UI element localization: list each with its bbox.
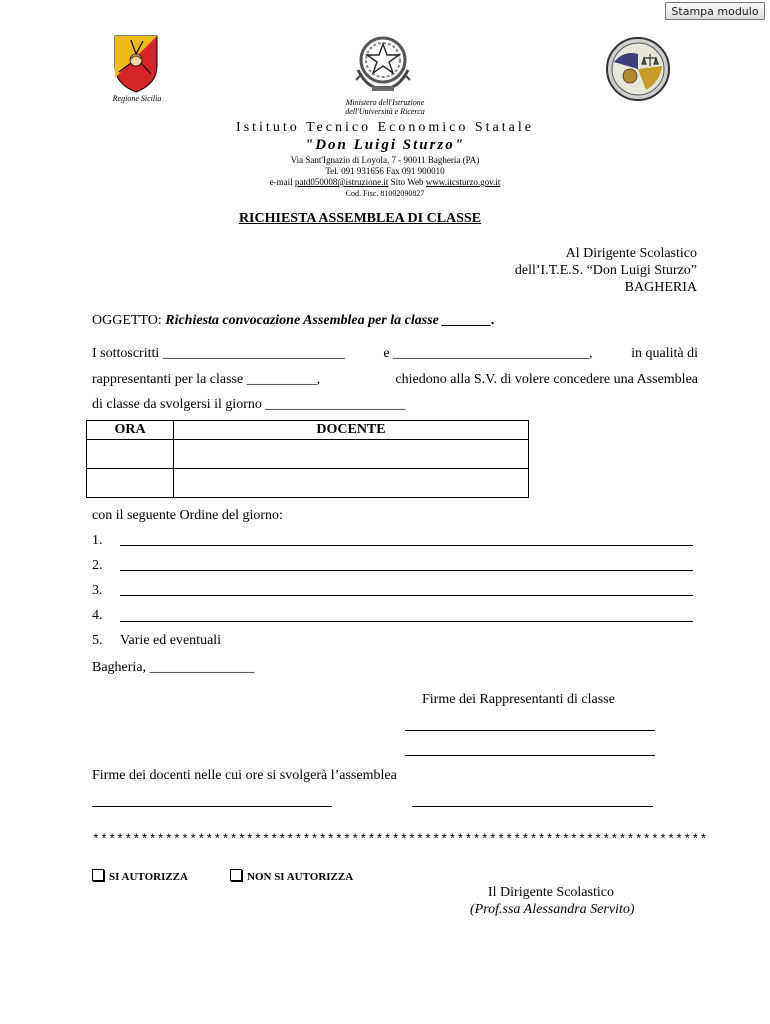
table-row bbox=[87, 440, 529, 469]
agenda-item-5-number: 5. bbox=[92, 633, 103, 648]
agenda-item-4-number: 4. bbox=[92, 608, 103, 623]
representatives-signature-label: Firme dei Rappresentanti di classe bbox=[422, 692, 615, 707]
print-form-button[interactable]: Stampa modulo bbox=[665, 2, 765, 20]
region-label: Regione Sicilia bbox=[112, 94, 162, 103]
region-sicily-logo bbox=[111, 32, 161, 94]
agenda-item-4-line[interactable] bbox=[120, 621, 693, 622]
email-prefix: e-mail bbox=[269, 177, 293, 187]
authorize-checkbox[interactable] bbox=[92, 869, 104, 881]
table-row bbox=[87, 469, 529, 498]
agenda-item-3-line[interactable] bbox=[120, 595, 693, 596]
body-row-1-part-1: I sottoscritti __________________________ bbox=[92, 346, 345, 361]
deny-option[interactable] bbox=[230, 869, 353, 883]
recipient-line-2: dell’I.T.E.S. “Don Luigi Sturzo” bbox=[514, 263, 697, 278]
body-row-1-part-3: in qualità di bbox=[631, 346, 698, 361]
institute-subname: "Don Luigi Sturzo" bbox=[304, 137, 466, 153]
body-row-2-part-2: chiedono alla S.V. di volere concedere una Assemblea bbox=[395, 372, 698, 387]
deny-checkbox[interactable] bbox=[230, 869, 242, 881]
institute-name: Istituto Tecnico Economico Statale bbox=[236, 120, 534, 135]
column-header-ora: ORA bbox=[87, 421, 174, 440]
subject-text: Richiesta convocazione Assemblea per la classe _______. bbox=[165, 313, 495, 328]
teacher-signature-line-2[interactable] bbox=[412, 806, 653, 807]
agenda-intro: con il seguente Ordine del giorno: bbox=[92, 508, 283, 523]
table-header-row bbox=[87, 421, 529, 440]
subject bbox=[92, 313, 698, 329]
email-link[interactable]: patd050008@istruzione.it bbox=[294, 177, 389, 187]
agenda-item-1-number: 1. bbox=[92, 533, 103, 548]
recipient-line-1: Al Dirigente Scolastico bbox=[565, 246, 697, 261]
table-cell-ora[interactable] bbox=[87, 440, 174, 469]
deny-label: NON SI AUTORIZZA bbox=[247, 871, 354, 883]
school-emblem bbox=[600, 36, 676, 102]
institute-phone: Tel. 091 931656 Fax 091 900010 bbox=[325, 166, 445, 176]
separator-stars: **************************************************************************** bbox=[92, 832, 708, 847]
body-row-2-part-1: rappresentanti per la classe __________, bbox=[92, 372, 321, 387]
agenda-item-5-text: Varie ed eventuali bbox=[120, 633, 222, 648]
authorize-option[interactable] bbox=[92, 869, 188, 883]
representative-signature-line-2[interactable] bbox=[405, 755, 655, 756]
principal-title: Il Dirigente Scolastico bbox=[488, 885, 614, 900]
agenda-item-3-number: 3. bbox=[92, 583, 103, 598]
principal-name: (Prof.ssa Alessandra Servito) bbox=[470, 902, 635, 917]
teachers-signature-label: Firme dei docenti nelle cui ore si svolgerà l’assemblea bbox=[92, 768, 397, 783]
place-date: Bagheria, _______________ bbox=[92, 660, 255, 675]
subject-label: OGGETTO: bbox=[92, 313, 162, 328]
ministry-label bbox=[330, 98, 440, 116]
authorize-label: SI AUTORIZZA bbox=[109, 871, 188, 883]
body-row-1 bbox=[92, 346, 698, 362]
recipient-line-3: BAGHERIA bbox=[624, 280, 697, 295]
institute-address: Via Sant'Ignazio di Loyola, 7 - 90011 Bagheria (PA) bbox=[290, 155, 480, 165]
schedule-table bbox=[86, 420, 529, 498]
institute-contacts bbox=[0, 177, 770, 188]
agenda-item-2-number: 2. bbox=[92, 558, 103, 573]
ministry-label-line-2: dell'Università e Ricerca bbox=[345, 107, 425, 116]
body-row-1-part-2: e ____________________________, bbox=[383, 346, 593, 361]
document-title: RICHIESTA ASSEMBLEA DI CLASSE bbox=[238, 211, 482, 226]
fiscal-code: Cod. Fisc. 81002090827 bbox=[345, 189, 425, 198]
italian-republic-emblem bbox=[348, 30, 418, 96]
website-link[interactable]: www.itcsturzo.gov.it bbox=[425, 177, 501, 187]
table-cell-docente[interactable] bbox=[174, 469, 529, 498]
teacher-signature-line-1[interactable] bbox=[92, 806, 332, 807]
agenda-item-2-line[interactable] bbox=[120, 570, 693, 571]
column-header-docente: DOCENTE bbox=[174, 421, 529, 440]
representative-signature-line-1[interactable] bbox=[405, 730, 655, 731]
table-cell-docente[interactable] bbox=[174, 440, 529, 469]
agenda-item-1-line[interactable] bbox=[120, 545, 693, 546]
ministry-label-line-1: Ministero dell'Istruzione bbox=[345, 98, 425, 107]
table-cell-ora[interactable] bbox=[87, 469, 174, 498]
body-row-3: di classe da svolgersi il giorno ____________________ bbox=[92, 397, 406, 412]
web-prefix: Sito Web bbox=[390, 177, 424, 187]
body-row-2 bbox=[92, 372, 698, 388]
